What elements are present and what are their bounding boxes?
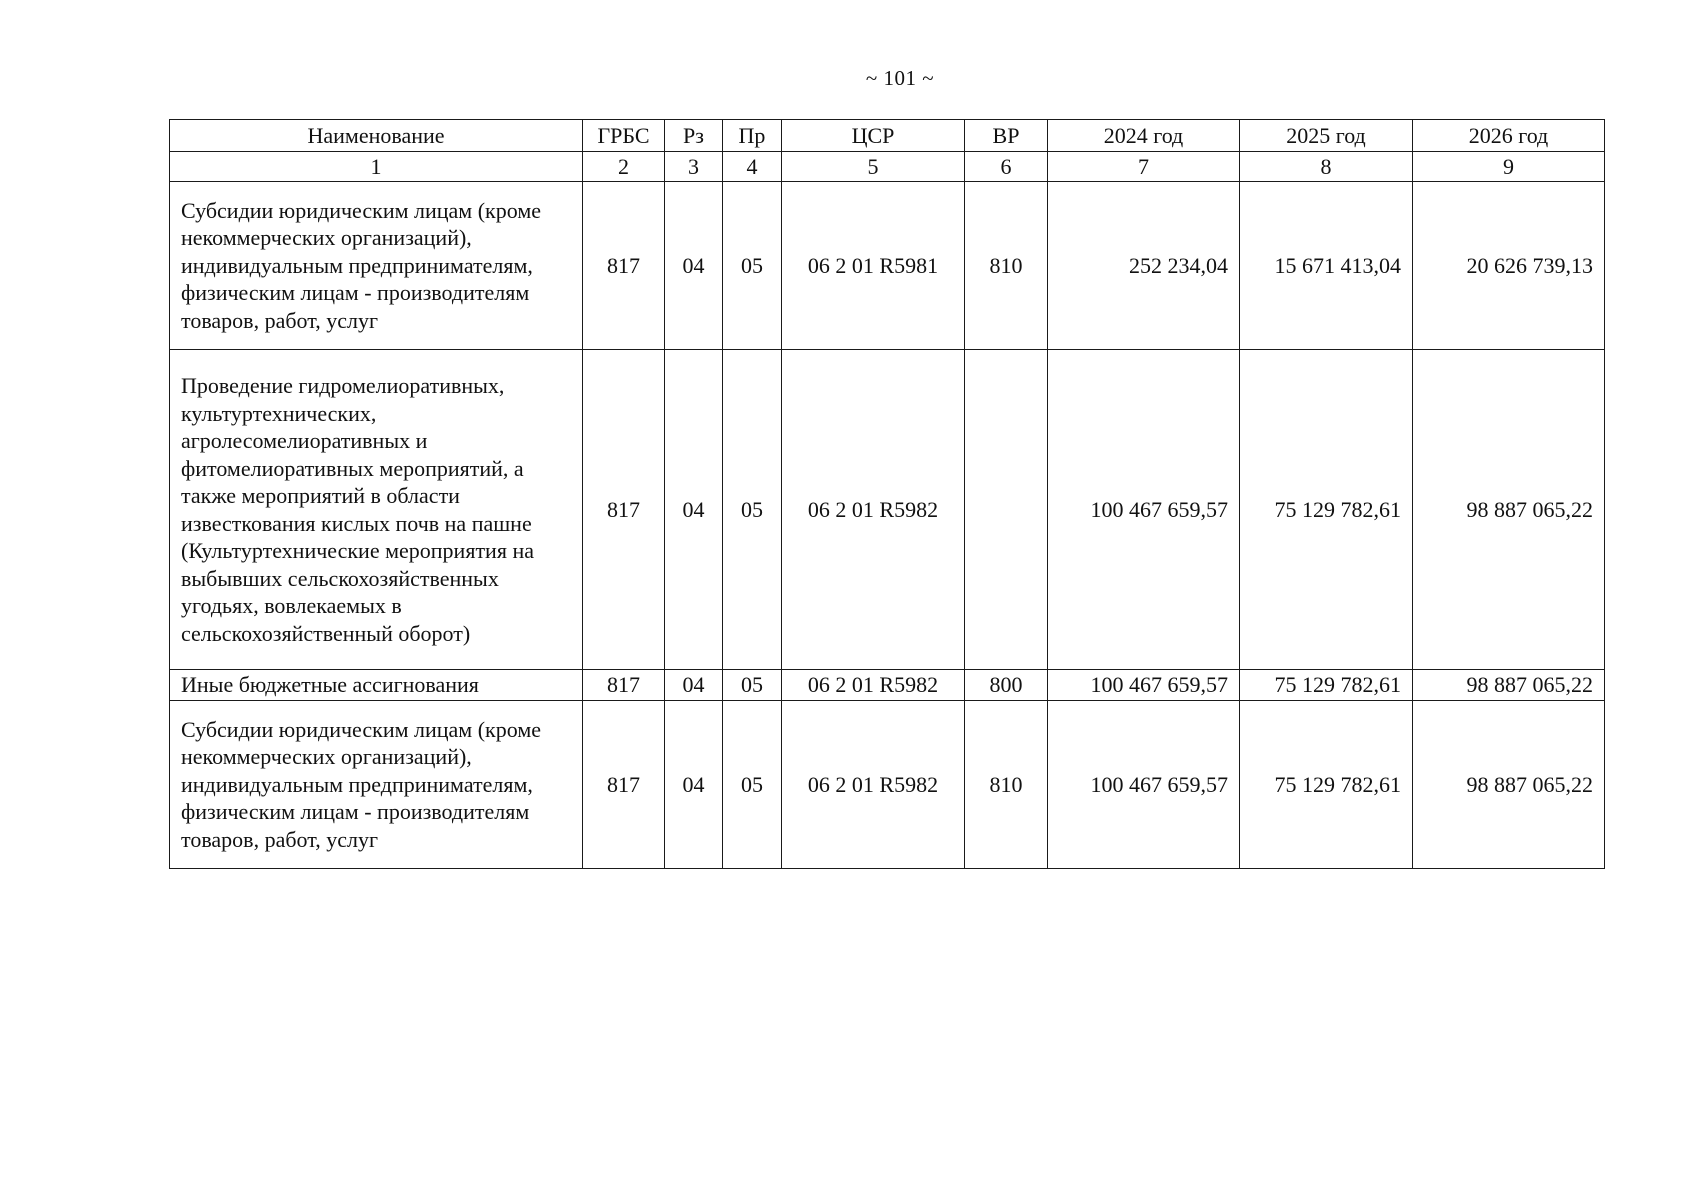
row-pr: 05 [723, 701, 782, 869]
header-2026: 2026 год [1413, 120, 1605, 152]
row-rz: 04 [665, 701, 723, 869]
header-row [170, 120, 1605, 152]
row-2024: 100 467 659,57 [1048, 701, 1240, 869]
header-pr: Пр [723, 120, 782, 152]
row-2024: 100 467 659,57 [1048, 670, 1240, 701]
row-2025: 15 671 413,04 [1240, 182, 1413, 350]
row-rz: 04 [665, 182, 723, 350]
header-2025: 2025 год [1240, 120, 1413, 152]
budget-table [169, 119, 1605, 869]
row-csr: 06 2 01 R5981 [782, 182, 965, 350]
header-vr: ВР [965, 120, 1048, 152]
page-number: ~ 101 ~ [865, 66, 935, 90]
row-2026: 98 887 065,22 [1413, 670, 1605, 701]
row-grbs: 817 [583, 670, 665, 701]
header-name: Наименование [170, 120, 583, 152]
table-row [170, 350, 1605, 670]
row-name: Проведение гидромелиоративных, культуртехнических, агролесомелиоративных и фитомелиоративных мероприятий, а также мероприятий в области известкования кислых почв на пашне (Культуртехнические мероприятия на выбывших сельскохозяйственных угодьях, вовлекаемых в сельскохозяйственный оборот) [170, 350, 583, 670]
row-name: Иные бюджетные ассигнования [170, 670, 583, 701]
column-number-row [170, 152, 1605, 182]
table-row [170, 182, 1605, 350]
row-2026: 20 626 739,13 [1413, 182, 1605, 350]
row-grbs: 817 [583, 182, 665, 350]
row-pr: 05 [723, 182, 782, 350]
table-row [170, 701, 1605, 869]
header-2024: 2024 год [1048, 120, 1240, 152]
row-2025: 75 129 782,61 [1240, 701, 1413, 869]
row-name: Субсидии юридическим лицам (кроме некоммерческих организаций), индивидуальным предпринимателям, физическим лицам - производителям товаров, работ, услуг [170, 701, 583, 869]
row-grbs: 817 [583, 701, 665, 869]
row-pr: 05 [723, 670, 782, 701]
column-number: 8 [1240, 152, 1413, 182]
row-pr: 05 [723, 350, 782, 670]
row-vr: 810 [965, 701, 1048, 869]
column-number: 6 [965, 152, 1048, 182]
column-number: 5 [782, 152, 965, 182]
row-csr: 06 2 01 R5982 [782, 350, 965, 670]
table-row [170, 670, 1605, 701]
row-vr [965, 350, 1048, 670]
column-number: 2 [583, 152, 665, 182]
row-2025: 75 129 782,61 [1240, 350, 1413, 670]
header-rz: Рз [665, 120, 723, 152]
row-vr: 810 [965, 182, 1048, 350]
row-2025: 75 129 782,61 [1240, 670, 1413, 701]
row-2026: 98 887 065,22 [1413, 350, 1605, 670]
row-2024: 100 467 659,57 [1048, 350, 1240, 670]
row-2026: 98 887 065,22 [1413, 701, 1605, 869]
row-grbs: 817 [583, 350, 665, 670]
header-grbs: ГРБС [583, 120, 665, 152]
row-rz: 04 [665, 350, 723, 670]
column-number: 9 [1413, 152, 1605, 182]
column-number: 4 [723, 152, 782, 182]
row-2024: 252 234,04 [1048, 182, 1240, 350]
row-csr: 06 2 01 R5982 [782, 701, 965, 869]
column-number: 3 [665, 152, 723, 182]
row-csr: 06 2 01 R5982 [782, 670, 965, 701]
row-name: Субсидии юридическим лицам (кроме некоммерческих организаций), индивидуальным предпринимателям, физическим лицам - производителям товаров, работ, услуг [170, 182, 583, 350]
header-csr: ЦСР [782, 120, 965, 152]
row-vr: 800 [965, 670, 1048, 701]
column-number: 1 [170, 152, 583, 182]
row-rz: 04 [665, 670, 723, 701]
column-number: 7 [1048, 152, 1240, 182]
